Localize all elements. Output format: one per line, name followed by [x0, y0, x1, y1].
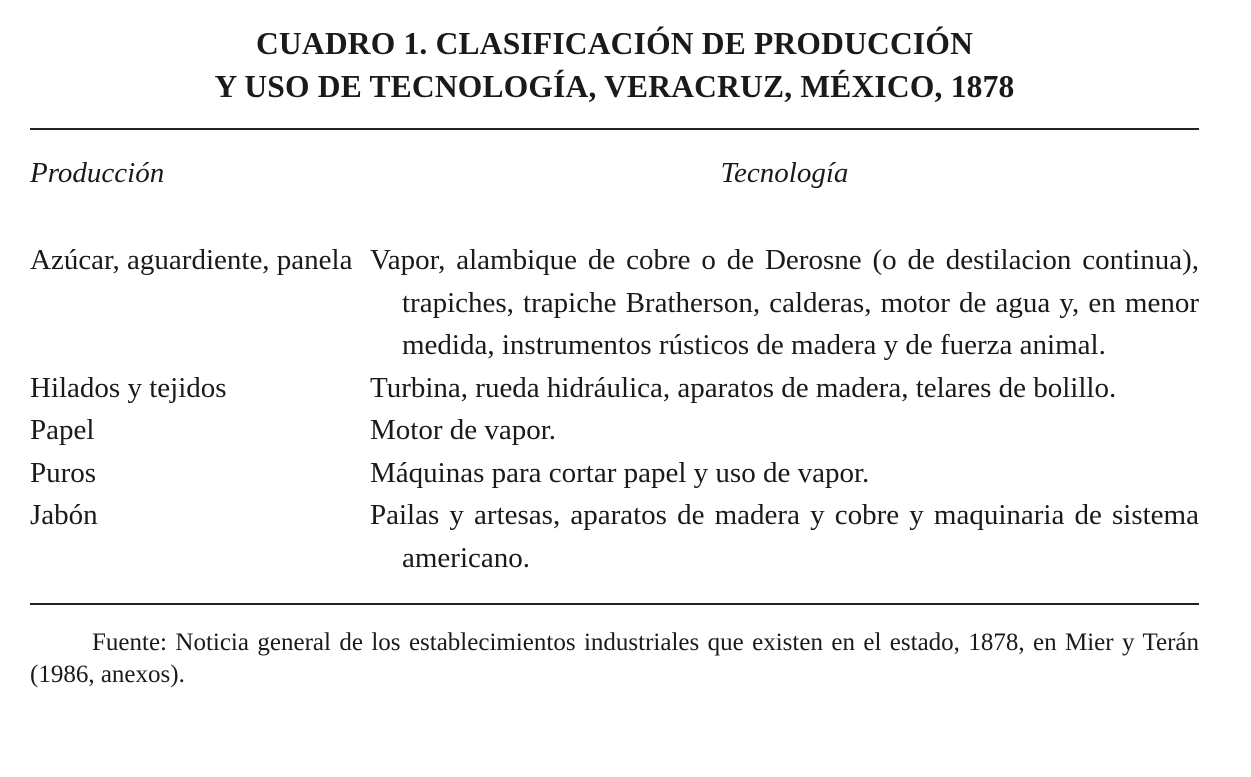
production-cell: Papel: [30, 414, 95, 446]
table-body: [30, 239, 1199, 579]
technology-cell: Máquinas para cortar papel y uso de vapor.: [370, 456, 870, 489]
table-row: [30, 239, 1199, 367]
table-row: [30, 409, 1199, 452]
table-row: [30, 494, 1199, 579]
column-header-production: Producción: [30, 157, 165, 189]
bottom-rule: [30, 603, 1199, 605]
technology-cell: Turbina, rueda hidráulica, aparatos de madera, telares de bolillo.: [370, 371, 1117, 404]
top-rule: [30, 128, 1199, 130]
table-row: [30, 367, 1199, 410]
production-cell: Jabón: [30, 499, 98, 531]
table-title-line-1: CUADRO 1. CLASIFICACIÓN DE PRODUCCIÓN: [255, 26, 974, 61]
table-document: [30, 22, 1199, 716]
table-row: [30, 452, 1199, 495]
production-cell: Puros: [30, 456, 97, 489]
production-cell: Azúcar, aguardiente, panela: [30, 244, 353, 276]
column-header-row: [30, 154, 1199, 192]
table-title: [30, 22, 1199, 108]
column-header-technology: Tecnología: [720, 157, 849, 189]
production-cell: Hilados y tejidos: [30, 371, 227, 404]
source-note: Fuente: Noticia general de los establecimientos industriales que existen en el estado, 1878, en Mier y Terán (1986, anexos).: [30, 629, 1199, 688]
technology-cell: Vapor, alambique de cobre o de Derosne (o de destilacion continua), trapiches, trapiche Bratherson, calderas, motor de agua y, en menor medida, instrumentos rústicos de madera y de fuerza animal.: [370, 244, 1199, 361]
technology-cell: Pailas y artesas, aparatos de madera y cobre y maquinaria de sistema americano.: [370, 499, 1199, 574]
technology-cell: Motor de vapor.: [370, 414, 557, 446]
table-title-line-2: Y USO DE TECNOLOGÍA, VERACRUZ, MÉXICO, 1878: [214, 69, 1015, 104]
